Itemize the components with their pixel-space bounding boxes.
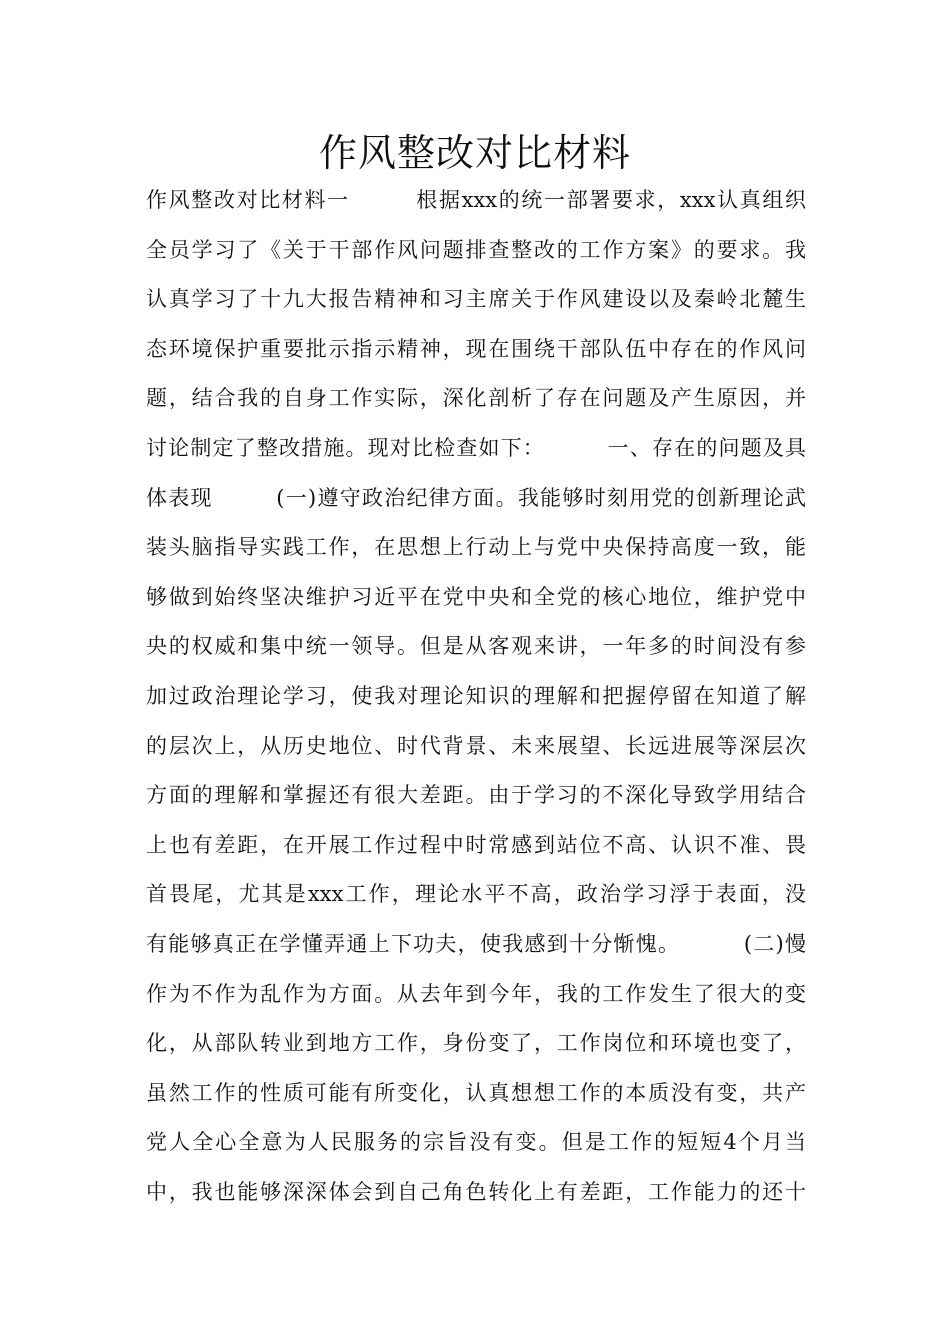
body-line: 认真学习了十九大报告精神和习主席关于作风建设以及秦岭北麓生 — [146, 287, 806, 312]
body-line: 化，从部队转业到地方工作，身份变了，工作岗位和环境也变了， — [146, 1031, 806, 1056]
body-line: 首畏尾，尤其是xxx工作，理论水平不高，政治学习浮于表面，没 — [146, 882, 806, 907]
body-line: 上也有差距，在开展工作过程中时常感到站位不高、认识不准、畏 — [146, 832, 806, 857]
body-line: 讨论制定了整改措施。现对比检查如下： 一、存在的问题及具 — [146, 435, 806, 460]
body-line: 作为不作为乱作为方面。从去年到今年，我的工作发生了很大的变 — [146, 981, 806, 1006]
body-line: 全员学习了《关于干部作风问题排查整改的工作方案》的要求。我 — [146, 237, 806, 262]
body-line: 方面的理解和掌握还有很大差距。由于学习的不深化导致学用结合 — [146, 783, 806, 808]
body-line: 党人全心全意为人民服务的宗旨没有变。但是工作的短短4个月当 — [146, 1130, 806, 1155]
body-line: 虽然工作的性质可能有所变化，认真想想工作的本质没有变，共产 — [146, 1080, 806, 1105]
document-body — [146, 176, 806, 1217]
document-title: 作风整改对比材料 — [318, 131, 631, 175]
body-line: 装头脑指导实践工作，在思想上行动上与党中央保持高度一致，能 — [146, 535, 806, 560]
body-line: 态环境保护重要批示指示精神，现在围绕干部队伍中存在的作风问 — [146, 336, 806, 361]
body-line: 有能够真正在学懂弄通上下功夫，使我感到十分惭愧。 (二)慢 — [146, 931, 806, 956]
body-line: 央的权威和集中统一领导。但是从客观来讲，一年多的时间没有参 — [146, 634, 806, 659]
body-line: 够做到始终坚决维护习近平在党中央和全党的核心地位，维护党中 — [146, 584, 806, 609]
body-line: 加过政治理论学习，使我对理论知识的理解和把握停留在知道了解 — [146, 683, 806, 708]
body-line: 的层次上，从历史地位、时代背景、未来展望、长远进展等深层次 — [146, 733, 806, 758]
body-line: 体表现 (一)遵守政治纪律方面。我能够时刻用党的创新理论武 — [146, 485, 806, 510]
body-line: 题，结合我的自身工作实际，深化剖析了存在问题及产生原因，并 — [146, 386, 806, 411]
body-line: 中，我也能够深深体会到自己角色转化上有差距，工作能力的还十 — [146, 1179, 806, 1204]
body-line: 作风整改对比材料一 根据xxx的统一部署要求，xxx认真组织 — [146, 188, 806, 212]
